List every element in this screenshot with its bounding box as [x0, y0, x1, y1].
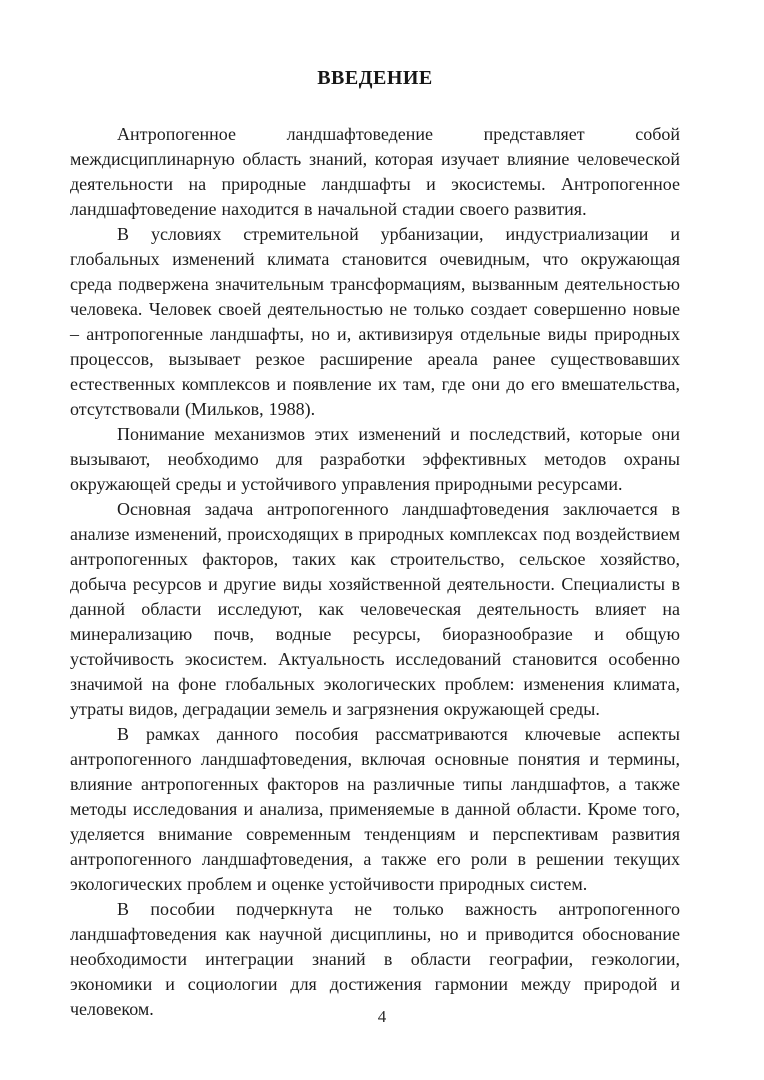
document-body [0, 122, 764, 1022]
page-title: ВВЕДЕНИЕ [317, 67, 433, 89]
paragraph-manual-scope: В рамках данного пособия рассматриваются ключевые аспекты антропогенного ландшафтоведения, включая основные понятия и термины, влияние антропогенных факторов на различные типы ландшафтов, а также методы исследования и анализа, применяемые в данной области. Кроме того, уделяется внимание современным тенденциям и перспективам развития антропогенного ландшафтоведения, а также его роли в решении текущих экологических проблем и оценке устойчивости природных систем. [70, 724, 680, 894]
paragraph-main-task: Основная задача антропогенного ландшафтоведения заключается в анализе изменений, происходящих в природных комплексах под воздействием антропогенных факторов, таких как строительство, сельское хозяйство, добыча ресурсов и другие виды хозяйственной деятельности. Специалисты в данной области исследуют, как человеческая деятельность влияет на минерализацию почв, водные ресурсы, биоразнообразие и общую устойчивость экосистем. Актуальность исследований становится особенно значимой на фоне глобальных экологических проблем: изменения климата, утраты видов, деградации земель и загрязнения окружающей среды. [70, 499, 680, 719]
paragraph-urbanization-context: В условиях стремительной урбанизации, индустриализации и глобальных изменений климата становится очевидным, что окружающая среда подвержена значительным трансформациям, вызванным деятельностью человека. Человек своей деятельностью не только создает совершенно новые – антропогенные ландшафты, но и, активизируя отдельные виды природных процессов, вызывает резкое расширение ареала ранее существовавших естественных комплексов и появление их там, где они до его вмешательства, отсутствовали (Мильков, 1988). [70, 224, 680, 419]
page-number: 4 [377, 1007, 387, 1026]
paragraph-discipline-importance: В пособии подчеркнута не только важность антропогенного ландшафтоведения как научной дисциплины, но и приводится обоснование необходимости интеграции знаний в области географии, геэкологии, экономики и социологии для достижения гармонии между природой и человеком. [70, 899, 680, 1019]
paragraph-understanding-mechanisms: Понимание механизмов этих изменений и последствий, которые они вызывают, необходимо для разработки эффективных методов охраны окружающей среды и устойчивого управления природными ресурсами. [70, 424, 680, 494]
paragraph-intro-definition: Антропогенное ландшафтоведение представляет собой междисциплинарную область знаний, которая изучает влияние человеческой деятельности на природные ландшафты и экосистемы. Антропогенное ландшафтоведение находится в начальной стадии своего развития. [70, 124, 680, 219]
